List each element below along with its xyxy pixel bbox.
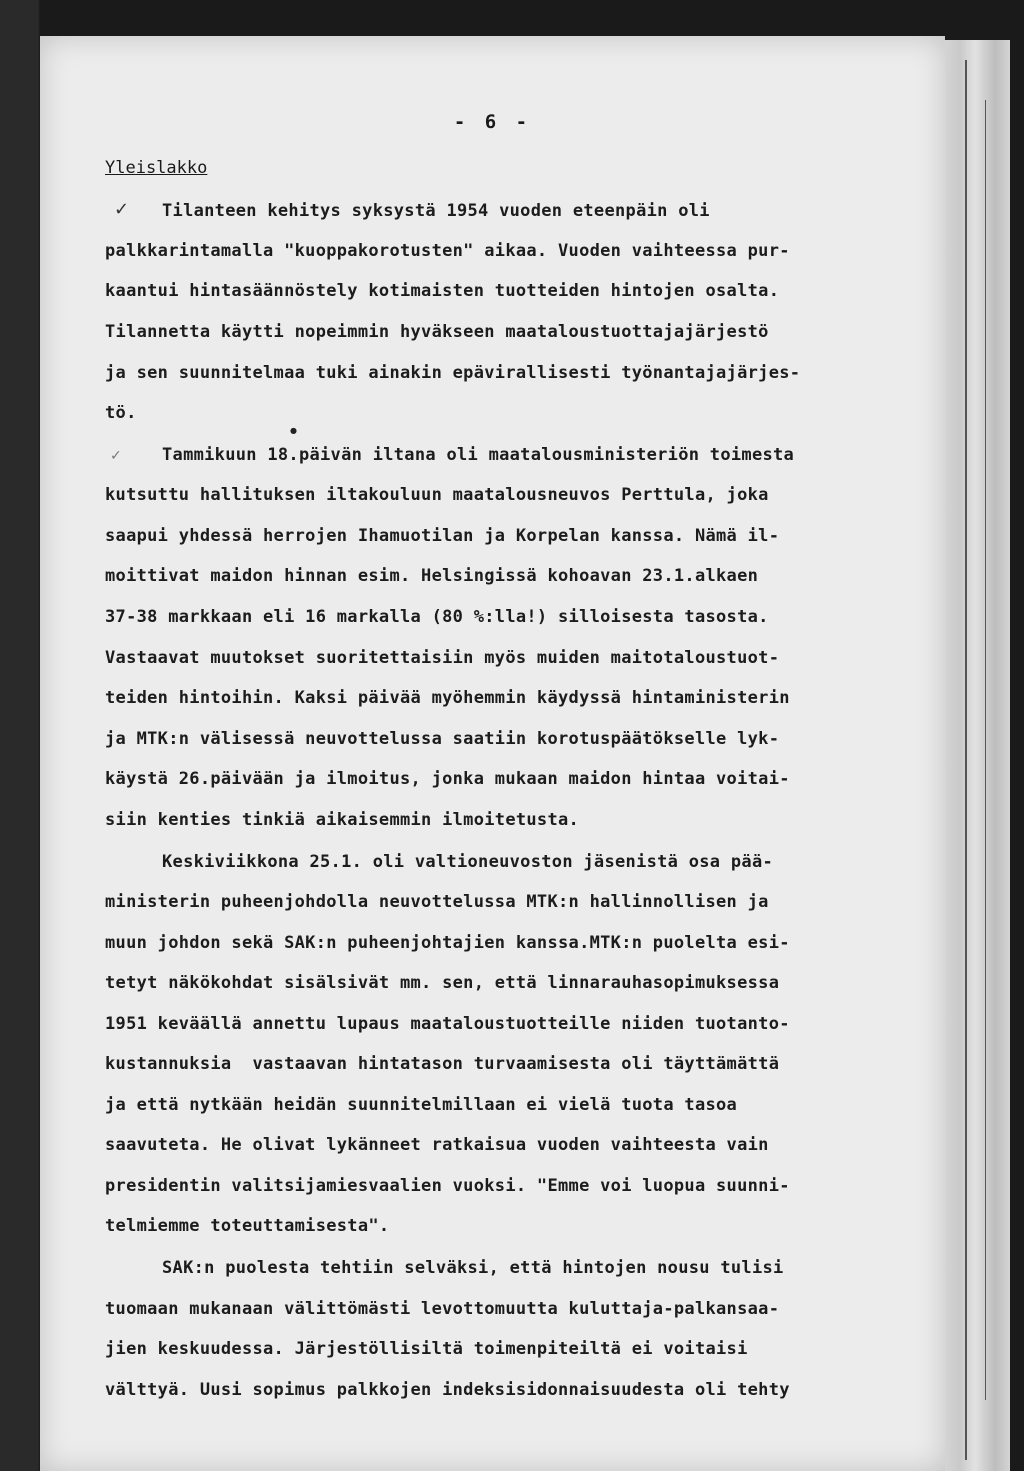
text-line: tuomaan mukanaan välittömästi levottomuutta kuluttaja-palkansaa- <box>105 1299 780 1319</box>
text-line: presidentin valitsijamiesvaalien vuoksi. "Emme voi luopua suunni- <box>105 1176 790 1196</box>
text-line: Tammikuun 18.päivän iltana oli maatalousministeriön toimesta <box>162 445 795 465</box>
text-line: 37-38 markkaan eli 16 markalla (80 %:lla!) silloisesta tasosta. <box>105 607 769 627</box>
margin-mark: ● <box>290 426 297 435</box>
text-line: ja sen suunnitelmaa tuki ainakin epävirallisesti työnantajajärjes- <box>105 363 801 383</box>
check-mark-icon: ✓ <box>114 199 130 220</box>
text-line: tetyt näkökohdat sisälsivät mm. sen, että linnarauhasopimuksessa <box>105 973 780 993</box>
text-line: muun johdon sekä SAK:n puheenjohtajien kanssa.MTK:n puolelta esi- <box>105 933 790 953</box>
page-number: - 6 - <box>453 111 532 133</box>
text-line: jien keskuudessa. Järjestöllisiltä toimenpiteiltä ei voitaisi <box>105 1339 748 1359</box>
text-line: moittivat maidon hinnan esim. Helsingissä kohoavan 23.1.alkaen <box>105 566 759 586</box>
text-line: saavuteta. He olivat lykänneet ratkaisua vuoden vaihteesta vain <box>105 1135 769 1155</box>
text-line: teiden hintoihin. Kaksi päivää myöhemmin käydyssä hintaministerin <box>105 688 790 708</box>
text-line: välttyä. Uusi sopimus palkkojen indeksisidonnaisuudesta oli tehty <box>105 1380 790 1400</box>
text-line: Vastaavat muutokset suoritettaisiin myös muiden maitotaloustuot- <box>105 648 780 668</box>
check-mark-icon: ✓ <box>110 448 122 464</box>
text-line: kutsuttu hallituksen iltakouluun maatalousneuvos Perttula, joka <box>105 485 769 505</box>
text-line: siin kenties tinkiä aikaisemmin ilmoitetusta. <box>105 810 580 830</box>
text-line: tö. <box>105 403 137 423</box>
text-line: kaantui hintasäännöstely kotimaisten tuotteiden hintojen osalta. <box>105 281 780 301</box>
text-line: ja että nytkään heidän suunnitelmillaan ei vielä tuota tasoa <box>105 1095 738 1115</box>
text-line: SAK:n puolesta tehtiin selväksi, että hintojen nousu tulisi <box>162 1258 784 1278</box>
text-line: Tilanteen kehitys syksystä 1954 vuoden eteenpäin oli <box>162 201 710 221</box>
text-line: telmiemme toteuttamisesta". <box>105 1216 390 1236</box>
text-line: ja MTK:n välisessä neuvottelussa saatiin korotuspäätökselle lyk- <box>105 729 780 749</box>
text-line: käystä 26.päivään ja ilmoitus, jonka mukaan maidon hintaa voitai- <box>105 769 790 789</box>
text-line: ministerin puheenjohdolla neuvottelussa MTK:n hallinnollisen ja <box>105 892 769 912</box>
text-line: kustannuksia vastaavan hintatason turvaamisesta oli täyttämättä <box>105 1054 780 1074</box>
text-line: saapui yhdessä herrojen Ihamuotilan ja Korpelan kanssa. Nämä il- <box>105 526 780 546</box>
text-line: 1951 keväällä annettu lupaus maataloustuotteille niiden tuotanto- <box>105 1014 790 1034</box>
page-stack-edge <box>940 40 1010 1471</box>
text-line: Keskiviikkona 25.1. oli valtioneuvoston jäsenistä osa pää- <box>162 852 774 872</box>
text-line: palkkarintamalla "kuoppakorotusten" aikaa. Vuoden vaihteessa pur- <box>105 241 790 261</box>
document-page <box>40 36 945 1471</box>
text-line: Tilannetta käytti nopeimmin hyväkseen maataloustuottajajärjestö <box>105 322 769 342</box>
section-heading: Yleislakko <box>105 158 208 178</box>
